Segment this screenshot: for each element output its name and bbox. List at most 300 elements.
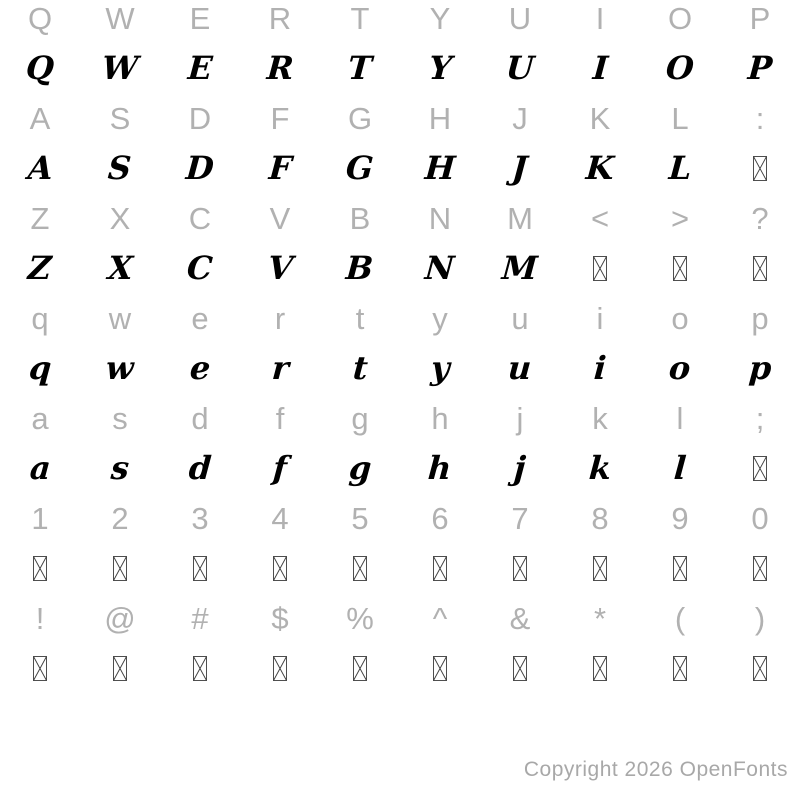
reference-char: Y xyxy=(429,0,451,36)
glyph-cell xyxy=(640,543,720,593)
glyph-char: g xyxy=(347,449,373,487)
reference-cell xyxy=(640,493,720,543)
reference-char: ^ xyxy=(432,600,448,636)
reference-char: M xyxy=(507,200,533,236)
reference-char: Z xyxy=(30,200,50,236)
reference-cell xyxy=(320,93,400,143)
reference-cell xyxy=(240,93,320,143)
reference-char: j xyxy=(516,400,524,436)
reference-char: o xyxy=(671,300,689,336)
glyph-char: E xyxy=(186,49,214,87)
glyph-cell xyxy=(160,443,240,493)
reference-char: L xyxy=(671,100,689,136)
reference-cell xyxy=(720,0,800,43)
reference-cell xyxy=(400,193,480,243)
reference-cell xyxy=(160,193,240,243)
reference-char: R xyxy=(268,0,292,36)
glyph-cell xyxy=(240,243,320,293)
glyph-char: Z xyxy=(26,249,54,287)
glyph-char: U xyxy=(504,49,536,87)
glyph-char: w xyxy=(104,349,136,387)
glyph-cell xyxy=(0,143,80,193)
reference-char: T xyxy=(350,0,370,36)
reference-cell xyxy=(240,193,320,243)
reference-cell xyxy=(0,493,80,543)
reference-cell xyxy=(640,293,720,343)
glyph-char: a xyxy=(28,449,52,487)
reference-char: U xyxy=(508,0,532,36)
reference-char: V xyxy=(269,200,291,236)
reference-char: ! xyxy=(35,600,45,636)
reference-row xyxy=(0,93,800,143)
reference-char: ) xyxy=(754,600,766,636)
tofu-box-icon xyxy=(753,556,767,581)
reference-cell xyxy=(0,393,80,443)
reference-char: r xyxy=(274,300,286,336)
glyph-cell xyxy=(480,543,560,593)
tofu-box-icon xyxy=(113,556,127,581)
tofu-box-icon xyxy=(113,656,127,681)
reference-cell xyxy=(160,93,240,143)
reference-cell xyxy=(80,493,160,543)
reference-cell xyxy=(160,0,240,43)
character-pair-block xyxy=(0,493,800,593)
character-pair-block xyxy=(0,193,800,293)
glyph-cell xyxy=(480,43,560,93)
glyph-row xyxy=(0,443,800,493)
reference-char: > xyxy=(670,200,690,236)
glyph-cell xyxy=(80,43,160,93)
reference-char: 0 xyxy=(751,500,769,536)
glyph-cell xyxy=(560,143,640,193)
glyph-cell xyxy=(640,143,720,193)
glyph-cell xyxy=(80,343,160,393)
glyph-cell xyxy=(0,43,80,93)
reference-cell xyxy=(400,393,480,443)
glyph-cell xyxy=(640,43,720,93)
reference-cell xyxy=(240,393,320,443)
glyph-cell xyxy=(160,143,240,193)
glyph-cell xyxy=(720,443,800,493)
reference-char: & xyxy=(509,600,531,636)
reference-char: ( xyxy=(674,600,686,636)
reference-cell xyxy=(160,293,240,343)
reference-char: a xyxy=(31,400,49,436)
glyph-char: W xyxy=(100,49,140,87)
character-pair-block xyxy=(0,593,800,693)
reference-char: N xyxy=(428,200,452,236)
reference-char: P xyxy=(749,0,771,36)
reference-char: < xyxy=(590,200,610,236)
glyph-char: o xyxy=(667,349,693,387)
reference-cell xyxy=(560,193,640,243)
glyph-cell xyxy=(80,443,160,493)
glyph-cell xyxy=(320,343,400,393)
glyph-cell xyxy=(160,243,240,293)
glyph-char: V xyxy=(266,249,294,287)
tofu-box-icon xyxy=(673,556,687,581)
glyph-char: y xyxy=(429,349,451,387)
reference-cell xyxy=(0,93,80,143)
glyph-row xyxy=(0,543,800,593)
glyph-char: D xyxy=(184,149,216,187)
reference-char: 5 xyxy=(351,500,369,536)
reference-cell xyxy=(400,493,480,543)
reference-char: w xyxy=(108,300,132,336)
glyph-char: R xyxy=(265,49,295,87)
reference-row xyxy=(0,493,800,543)
reference-cell xyxy=(640,393,720,443)
glyph-char: s xyxy=(109,449,131,487)
glyph-row xyxy=(0,643,800,693)
reference-char: G xyxy=(347,100,373,136)
tofu-box-icon xyxy=(353,556,367,581)
reference-cell xyxy=(80,193,160,243)
reference-char: 8 xyxy=(591,500,609,536)
reference-cell xyxy=(720,193,800,243)
tofu-box-icon xyxy=(753,156,767,181)
glyph-char: H xyxy=(423,149,457,187)
glyph-cell xyxy=(480,243,560,293)
reference-char: Q xyxy=(27,0,53,36)
reference-cell xyxy=(720,593,800,643)
glyph-char: d xyxy=(187,449,213,487)
glyph-char: r xyxy=(270,349,290,387)
reference-char: 3 xyxy=(191,500,209,536)
glyph-char: T xyxy=(346,49,374,87)
reference-cell xyxy=(320,393,400,443)
reference-cell xyxy=(560,593,640,643)
reference-char: e xyxy=(191,300,209,336)
reference-char: 7 xyxy=(511,500,529,536)
glyph-row xyxy=(0,243,800,293)
reference-char: g xyxy=(351,400,369,436)
tofu-box-icon xyxy=(753,656,767,681)
reference-cell xyxy=(0,0,80,43)
reference-row xyxy=(0,293,800,343)
glyph-char: J xyxy=(511,149,529,187)
reference-char: 6 xyxy=(431,500,449,536)
glyph-cell xyxy=(240,443,320,493)
glyph-char: A xyxy=(26,149,54,187)
glyph-char: I xyxy=(591,49,609,87)
glyph-cell xyxy=(480,343,560,393)
reference-cell xyxy=(480,293,560,343)
glyph-cell xyxy=(160,43,240,93)
reference-cell xyxy=(240,593,320,643)
glyph-cell xyxy=(480,643,560,693)
glyph-cell xyxy=(720,43,800,93)
reference-row xyxy=(0,193,800,243)
reference-char: X xyxy=(109,200,131,236)
glyph-char: k xyxy=(587,449,613,487)
reference-cell xyxy=(480,493,560,543)
glyph-char: e xyxy=(188,349,212,387)
tofu-box-icon xyxy=(753,256,767,281)
glyph-cell xyxy=(80,243,160,293)
glyph-cell xyxy=(80,643,160,693)
glyph-cell xyxy=(560,243,640,293)
glyph-cell xyxy=(0,243,80,293)
reference-row xyxy=(0,593,800,643)
tofu-box-icon xyxy=(753,456,767,481)
glyph-cell xyxy=(480,443,560,493)
glyph-cell xyxy=(240,543,320,593)
reference-cell xyxy=(560,293,640,343)
tofu-box-icon xyxy=(593,256,607,281)
glyph-cell xyxy=(720,543,800,593)
reference-char: ? xyxy=(751,200,769,236)
reference-cell xyxy=(80,293,160,343)
reference-char: i xyxy=(596,300,604,336)
glyph-char: u xyxy=(507,349,533,387)
reference-cell xyxy=(320,193,400,243)
reference-cell xyxy=(0,293,80,343)
reference-cell xyxy=(80,0,160,43)
glyph-char: X xyxy=(106,249,134,287)
glyph-cell xyxy=(320,243,400,293)
reference-cell xyxy=(400,93,480,143)
glyph-char: p xyxy=(747,349,773,387)
reference-cell xyxy=(720,493,800,543)
glyph-char: i xyxy=(592,349,608,387)
glyph-cell xyxy=(240,343,320,393)
reference-char: # xyxy=(191,600,209,636)
glyph-char: j xyxy=(512,449,528,487)
tofu-box-icon xyxy=(673,656,687,681)
character-pair-block xyxy=(0,393,800,493)
tofu-box-icon xyxy=(273,656,287,681)
tofu-box-icon xyxy=(33,656,47,681)
glyph-row xyxy=(0,143,800,193)
reference-cell xyxy=(640,93,720,143)
glyph-char: Q xyxy=(24,49,56,87)
glyph-char: L xyxy=(667,149,693,187)
glyph-cell xyxy=(0,643,80,693)
glyph-cell xyxy=(400,343,480,393)
glyph-char: P xyxy=(746,49,774,87)
reference-cell xyxy=(320,293,400,343)
reference-char: q xyxy=(31,300,49,336)
glyph-cell xyxy=(400,243,480,293)
reference-cell xyxy=(320,0,400,43)
glyph-cell xyxy=(720,143,800,193)
glyph-cell xyxy=(560,543,640,593)
reference-char: f xyxy=(275,400,285,436)
reference-char: s xyxy=(112,400,128,436)
reference-char: 4 xyxy=(271,500,289,536)
reference-row xyxy=(0,393,800,443)
reference-char: D xyxy=(188,100,212,136)
reference-cell xyxy=(400,0,480,43)
reference-cell xyxy=(240,0,320,43)
reference-char: E xyxy=(189,0,211,36)
reference-row xyxy=(0,0,800,43)
glyph-char: h xyxy=(427,449,453,487)
reference-char: A xyxy=(29,100,51,136)
reference-cell xyxy=(560,93,640,143)
glyph-char: l xyxy=(672,449,688,487)
glyph-cell xyxy=(0,343,80,393)
reference-cell xyxy=(720,93,800,143)
reference-cell xyxy=(640,593,720,643)
tofu-box-icon xyxy=(353,656,367,681)
reference-char: l xyxy=(676,400,684,436)
glyph-cell xyxy=(720,643,800,693)
reference-cell xyxy=(240,493,320,543)
tofu-box-icon xyxy=(433,656,447,681)
tofu-box-icon xyxy=(193,556,207,581)
reference-cell xyxy=(560,0,640,43)
reference-char: 1 xyxy=(31,500,49,536)
reference-cell xyxy=(160,493,240,543)
reference-char: O xyxy=(667,0,693,36)
reference-cell xyxy=(480,593,560,643)
reference-cell xyxy=(0,593,80,643)
reference-cell xyxy=(80,593,160,643)
glyph-row xyxy=(0,43,800,93)
tofu-box-icon xyxy=(193,656,207,681)
glyph-char: S xyxy=(107,149,133,187)
reference-cell xyxy=(640,193,720,243)
glyph-cell xyxy=(640,343,720,393)
reference-cell xyxy=(320,493,400,543)
reference-char: u xyxy=(511,300,529,336)
glyph-row xyxy=(0,343,800,393)
glyph-char: M xyxy=(500,249,540,287)
reference-cell xyxy=(640,0,720,43)
glyph-cell xyxy=(320,543,400,593)
glyph-cell xyxy=(320,43,400,93)
glyph-cell xyxy=(400,643,480,693)
glyph-cell xyxy=(240,643,320,693)
glyph-char: C xyxy=(185,249,215,287)
reference-cell xyxy=(720,293,800,343)
glyph-cell xyxy=(160,643,240,693)
glyph-cell xyxy=(160,543,240,593)
reference-cell xyxy=(160,593,240,643)
reference-cell xyxy=(560,493,640,543)
tofu-box-icon xyxy=(593,556,607,581)
glyph-cell xyxy=(80,143,160,193)
character-pair-block xyxy=(0,293,800,393)
glyph-cell xyxy=(160,343,240,393)
reference-cell xyxy=(160,393,240,443)
glyph-cell xyxy=(560,43,640,93)
reference-char: $ xyxy=(271,600,289,636)
glyph-cell xyxy=(0,543,80,593)
reference-char: h xyxy=(431,400,449,436)
reference-char: I xyxy=(595,0,605,36)
reference-cell xyxy=(480,193,560,243)
glyph-cell xyxy=(400,143,480,193)
glyph-cell xyxy=(560,643,640,693)
reference-cell xyxy=(0,193,80,243)
reference-char: 2 xyxy=(111,500,129,536)
glyph-char: F xyxy=(267,149,293,187)
reference-cell xyxy=(320,593,400,643)
tofu-box-icon xyxy=(513,556,527,581)
reference-cell xyxy=(720,393,800,443)
glyph-char: t xyxy=(351,349,369,387)
glyph-cell xyxy=(0,443,80,493)
glyph-char: q xyxy=(27,349,53,387)
glyph-char: B xyxy=(345,249,375,287)
glyph-char: G xyxy=(344,149,375,187)
reference-char: * xyxy=(593,600,607,636)
reference-char: t xyxy=(355,300,365,336)
glyph-cell xyxy=(400,543,480,593)
glyph-char: Y xyxy=(427,49,453,87)
reference-char: 9 xyxy=(671,500,689,536)
glyph-cell xyxy=(720,343,800,393)
copyright-text: Copyright 2026 OpenFonts xyxy=(523,758,788,781)
glyph-cell xyxy=(480,143,560,193)
reference-cell xyxy=(240,293,320,343)
glyph-cell xyxy=(320,643,400,693)
reference-char: C xyxy=(188,200,212,236)
glyph-cell xyxy=(720,243,800,293)
tofu-box-icon xyxy=(433,556,447,581)
glyph-char: K xyxy=(584,149,616,187)
reference-char: K xyxy=(589,100,611,136)
reference-cell xyxy=(480,393,560,443)
tofu-box-icon xyxy=(273,556,287,581)
reference-char: y xyxy=(432,300,448,336)
reference-char: p xyxy=(751,300,769,336)
reference-cell xyxy=(80,93,160,143)
glyph-char: O xyxy=(664,49,696,87)
reference-char: B xyxy=(349,200,371,236)
reference-char: : xyxy=(755,100,765,136)
glyph-cell xyxy=(320,143,400,193)
reference-char: ; xyxy=(755,400,765,436)
glyph-cell xyxy=(80,543,160,593)
character-pair-block xyxy=(0,0,800,93)
glyph-cell xyxy=(640,243,720,293)
reference-char: H xyxy=(428,100,452,136)
glyph-cell xyxy=(400,443,480,493)
glyph-cell xyxy=(640,443,720,493)
tofu-box-icon xyxy=(673,256,687,281)
glyph-cell xyxy=(560,443,640,493)
reference-char: d xyxy=(191,400,209,436)
reference-cell xyxy=(400,293,480,343)
reference-cell xyxy=(400,593,480,643)
glyph-char: N xyxy=(424,249,456,287)
reference-char: W xyxy=(105,0,135,36)
glyph-cell xyxy=(240,43,320,93)
reference-char: S xyxy=(109,100,131,136)
reference-char: @ xyxy=(104,600,136,636)
glyph-cell xyxy=(640,643,720,693)
glyph-cell xyxy=(320,443,400,493)
reference-cell xyxy=(480,0,560,43)
reference-char: F xyxy=(270,100,290,136)
reference-cell xyxy=(80,393,160,443)
tofu-box-icon xyxy=(33,556,47,581)
tofu-box-icon xyxy=(593,656,607,681)
character-pair-block xyxy=(0,93,800,193)
glyph-char: f xyxy=(271,449,289,487)
reference-char: k xyxy=(592,400,608,436)
reference-cell xyxy=(480,93,560,143)
reference-char: % xyxy=(346,600,374,636)
tofu-box-icon xyxy=(513,656,527,681)
reference-cell xyxy=(560,393,640,443)
glyph-cell xyxy=(240,143,320,193)
glyph-cell xyxy=(560,343,640,393)
